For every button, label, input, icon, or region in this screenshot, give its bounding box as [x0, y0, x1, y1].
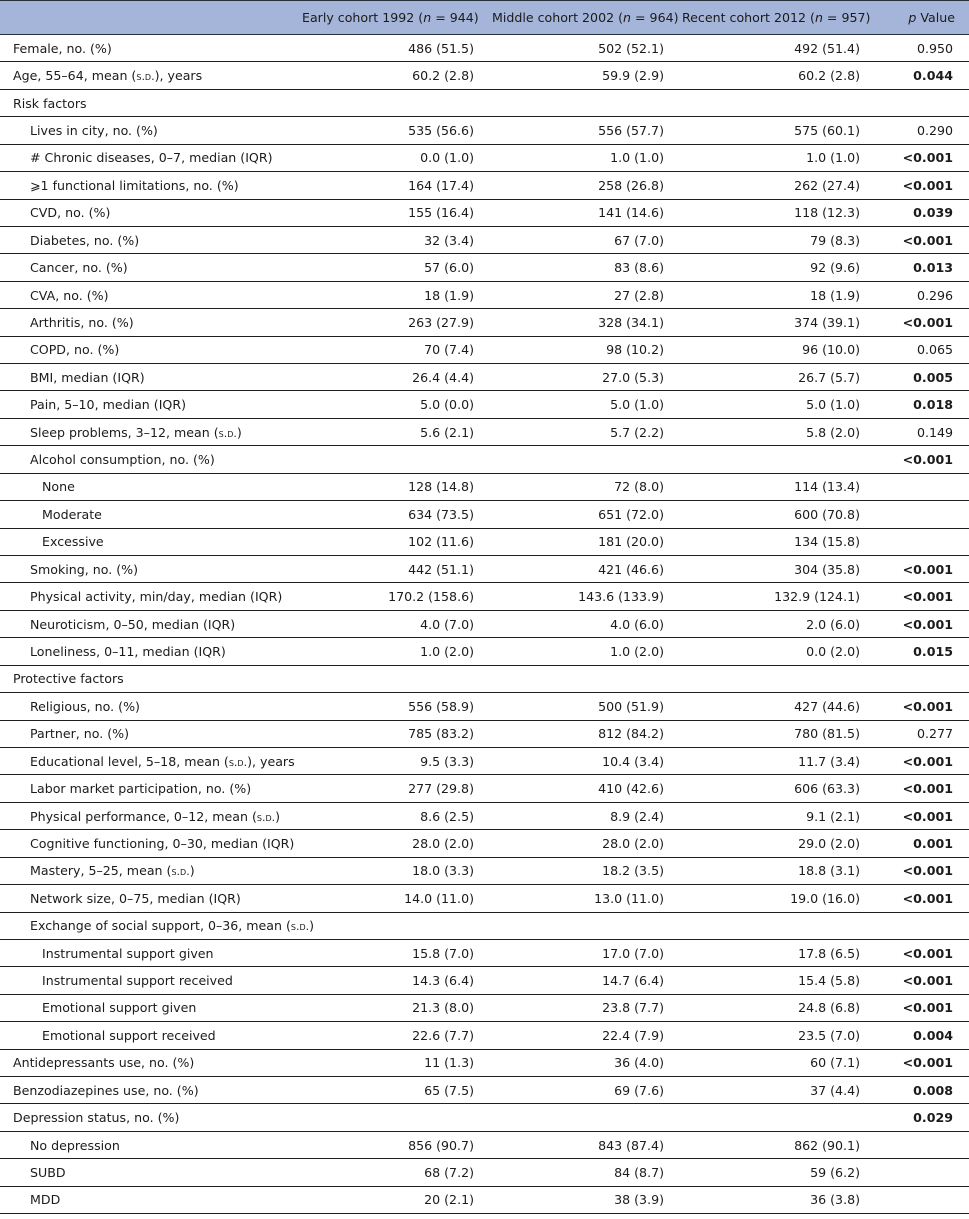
early-cohort-cell: 535 (56.6) [298, 117, 488, 144]
middle-cohort-cell: 502 (52.1) [488, 35, 678, 62]
middle-cohort-cell: 22.4 (7.9) [488, 1022, 678, 1049]
early-cohort-cell: 8.6 (2.5) [298, 802, 488, 829]
table-row [0, 939, 969, 966]
early-cohort-cell: 14.3 (6.4) [298, 967, 488, 994]
early-cohort-cell: 26.4 (4.4) [298, 364, 488, 391]
early-cohort-cell: 170.2 (158.6) [298, 583, 488, 610]
recent-cohort-cell: 37 (4.4) [678, 1077, 874, 1104]
row-label: Smoking, no. (%) [0, 556, 298, 583]
recent-cohort-cell: 427 (44.6) [678, 693, 874, 720]
early-cohort-cell: 1.0 (2.0) [298, 638, 488, 665]
header-variable [0, 1, 298, 35]
early-cohort-cell: 60.2 (2.8) [298, 62, 488, 89]
table-row [0, 172, 969, 199]
table-body [0, 35, 969, 1214]
p-value-cell: 0.004 [874, 1022, 969, 1049]
row-label: Risk factors [0, 89, 298, 116]
p-value-cell [874, 1186, 969, 1213]
table-row [0, 720, 969, 747]
table-row [0, 62, 969, 89]
p-value-cell: 0.296 [874, 281, 969, 308]
table-row [0, 446, 969, 473]
row-label: Physical activity, min/day, median (IQR) [0, 583, 298, 610]
table-row [0, 1104, 969, 1131]
table-row [0, 528, 969, 555]
row-label: SUBD [0, 1159, 298, 1186]
row-label: Network size, 0–75, median (IQR) [0, 885, 298, 912]
table-row [0, 281, 969, 308]
p-value-cell [874, 912, 969, 939]
table-row [0, 967, 969, 994]
row-label: Educational level, 5–18, mean (s.d.), years [0, 747, 298, 774]
header-p-value: p Value [874, 1, 969, 35]
row-label: Religious, no. (%) [0, 693, 298, 720]
p-value-cell: <0.001 [874, 610, 969, 637]
table-row [0, 1159, 969, 1186]
recent-cohort-cell [678, 665, 874, 692]
p-value-cell: <0.001 [874, 857, 969, 884]
early-cohort-cell: 14.0 (11.0) [298, 885, 488, 912]
p-value-cell: <0.001 [874, 556, 969, 583]
p-value-cell: 0.018 [874, 391, 969, 418]
row-label: No depression [0, 1131, 298, 1158]
middle-cohort-cell: 8.9 (2.4) [488, 802, 678, 829]
early-cohort-cell [298, 665, 488, 692]
row-label: MDD [0, 1186, 298, 1213]
early-cohort-cell: 856 (90.7) [298, 1131, 488, 1158]
recent-cohort-cell: 29.0 (2.0) [678, 830, 874, 857]
middle-cohort-cell: 1.0 (1.0) [488, 144, 678, 171]
early-cohort-cell: 18 (1.9) [298, 281, 488, 308]
p-value-cell: <0.001 [874, 885, 969, 912]
p-value-cell: <0.001 [874, 1049, 969, 1076]
recent-cohort-cell: 862 (90.1) [678, 1131, 874, 1158]
middle-cohort-cell: 141 (14.6) [488, 199, 678, 226]
early-cohort-cell: 18.0 (3.3) [298, 857, 488, 884]
early-cohort-cell: 65 (7.5) [298, 1077, 488, 1104]
table-row [0, 364, 969, 391]
recent-cohort-cell: 79 (8.3) [678, 226, 874, 253]
p-value-cell: 0.029 [874, 1104, 969, 1131]
table-row [0, 665, 969, 692]
middle-cohort-cell: 17.0 (7.0) [488, 939, 678, 966]
recent-cohort-cell: 492 (51.4) [678, 35, 874, 62]
table-row [0, 144, 969, 171]
row-label: Physical performance, 0–12, mean (s.d.) [0, 802, 298, 829]
row-label: Loneliness, 0–11, median (IQR) [0, 638, 298, 665]
middle-cohort-cell: 18.2 (3.5) [488, 857, 678, 884]
middle-cohort-cell [488, 446, 678, 473]
table-row [0, 638, 969, 665]
middle-cohort-cell: 651 (72.0) [488, 501, 678, 528]
middle-cohort-cell: 98 (10.2) [488, 336, 678, 363]
middle-cohort-cell: 181 (20.0) [488, 528, 678, 555]
recent-cohort-cell [678, 1104, 874, 1131]
p-value-cell: 0.013 [874, 254, 969, 281]
row-label: Moderate [0, 501, 298, 528]
row-label: Female, no. (%) [0, 35, 298, 62]
table-row [0, 336, 969, 363]
p-value-cell: <0.001 [874, 967, 969, 994]
table-row [0, 583, 969, 610]
recent-cohort-cell: 132.9 (124.1) [678, 583, 874, 610]
p-value-cell [874, 501, 969, 528]
early-cohort-cell [298, 446, 488, 473]
early-cohort-cell: 263 (27.9) [298, 309, 488, 336]
recent-cohort-cell: 114 (13.4) [678, 473, 874, 500]
row-label: Lives in city, no. (%) [0, 117, 298, 144]
row-label: Emotional support received [0, 1022, 298, 1049]
recent-cohort-cell: 118 (12.3) [678, 199, 874, 226]
middle-cohort-cell: 67 (7.0) [488, 226, 678, 253]
middle-cohort-cell: 10.4 (3.4) [488, 747, 678, 774]
table-row [0, 199, 969, 226]
recent-cohort-cell: 60 (7.1) [678, 1049, 874, 1076]
recent-cohort-cell [678, 446, 874, 473]
recent-cohort-cell: 575 (60.1) [678, 117, 874, 144]
recent-cohort-cell: 23.5 (7.0) [678, 1022, 874, 1049]
recent-cohort-cell: 0.0 (2.0) [678, 638, 874, 665]
p-value-cell: <0.001 [874, 939, 969, 966]
early-cohort-cell [298, 912, 488, 939]
table-header [0, 1, 969, 35]
row-label: Instrumental support received [0, 967, 298, 994]
recent-cohort-cell: 60.2 (2.8) [678, 62, 874, 89]
p-value-cell: 0.950 [874, 35, 969, 62]
recent-cohort-cell: 18 (1.9) [678, 281, 874, 308]
middle-cohort-cell: 843 (87.4) [488, 1131, 678, 1158]
recent-cohort-cell: 92 (9.6) [678, 254, 874, 281]
early-cohort-cell: 164 (17.4) [298, 172, 488, 199]
recent-cohort-cell: 96 (10.0) [678, 336, 874, 363]
early-cohort-cell [298, 89, 488, 116]
middle-cohort-cell [488, 912, 678, 939]
middle-cohort-cell: 28.0 (2.0) [488, 830, 678, 857]
middle-cohort-cell: 14.7 (6.4) [488, 967, 678, 994]
recent-cohort-cell: 9.1 (2.1) [678, 802, 874, 829]
early-cohort-cell: 11 (1.3) [298, 1049, 488, 1076]
table-row [0, 418, 969, 445]
middle-cohort-cell: 23.8 (7.7) [488, 994, 678, 1021]
recent-cohort-cell: 304 (35.8) [678, 556, 874, 583]
early-cohort-cell: 68 (7.2) [298, 1159, 488, 1186]
row-label: COPD, no. (%) [0, 336, 298, 363]
row-label: Age, 55–64, mean (s.d.), years [0, 62, 298, 89]
table-row [0, 802, 969, 829]
recent-cohort-cell: 15.4 (5.8) [678, 967, 874, 994]
table-row [0, 473, 969, 500]
recent-cohort-cell: 24.8 (6.8) [678, 994, 874, 1021]
recent-cohort-cell [678, 912, 874, 939]
table-row [0, 309, 969, 336]
recent-cohort-cell: 1.0 (1.0) [678, 144, 874, 171]
row-label: CVA, no. (%) [0, 281, 298, 308]
recent-cohort-cell: 134 (15.8) [678, 528, 874, 555]
p-value-cell: <0.001 [874, 693, 969, 720]
recent-cohort-cell: 18.8 (3.1) [678, 857, 874, 884]
early-cohort-cell: 4.0 (7.0) [298, 610, 488, 637]
row-label: Exchange of social support, 0–36, mean (s.d.) [0, 912, 298, 939]
middle-cohort-cell: 13.0 (11.0) [488, 885, 678, 912]
recent-cohort-cell: 5.0 (1.0) [678, 391, 874, 418]
early-cohort-cell: 5.6 (2.1) [298, 418, 488, 445]
p-value-cell: <0.001 [874, 226, 969, 253]
row-label: Depression status, no. (%) [0, 1104, 298, 1131]
row-label: Cancer, no. (%) [0, 254, 298, 281]
table-row [0, 857, 969, 884]
middle-cohort-cell: 4.0 (6.0) [488, 610, 678, 637]
table-row [0, 226, 969, 253]
table-row [0, 994, 969, 1021]
early-cohort-cell: 128 (14.8) [298, 473, 488, 500]
recent-cohort-cell: 17.8 (6.5) [678, 939, 874, 966]
header-row [0, 1, 969, 35]
row-label: # Chronic diseases, 0–7, median (IQR) [0, 144, 298, 171]
early-cohort-cell: 634 (73.5) [298, 501, 488, 528]
row-label: Sleep problems, 3–12, mean (s.d.) [0, 418, 298, 445]
row-label: Alcohol consumption, no. (%) [0, 446, 298, 473]
p-value-cell: <0.001 [874, 446, 969, 473]
row-label: Diabetes, no. (%) [0, 226, 298, 253]
middle-cohort-cell [488, 665, 678, 692]
table-row [0, 1049, 969, 1076]
p-value-cell: <0.001 [874, 309, 969, 336]
middle-cohort-cell: 38 (3.9) [488, 1186, 678, 1213]
middle-cohort-cell: 84 (8.7) [488, 1159, 678, 1186]
early-cohort-cell: 22.6 (7.7) [298, 1022, 488, 1049]
header-early-cohort: Early cohort 1992 (n = 944) [298, 1, 488, 35]
early-cohort-cell: 9.5 (3.3) [298, 747, 488, 774]
table-row [0, 912, 969, 939]
middle-cohort-cell: 421 (46.6) [488, 556, 678, 583]
table-row [0, 885, 969, 912]
row-label: Pain, 5–10, median (IQR) [0, 391, 298, 418]
middle-cohort-cell: 812 (84.2) [488, 720, 678, 747]
recent-cohort-cell: 600 (70.8) [678, 501, 874, 528]
p-value-cell: 0.044 [874, 62, 969, 89]
p-value-cell: 0.015 [874, 638, 969, 665]
row-label: Neuroticism, 0–50, median (IQR) [0, 610, 298, 637]
early-cohort-cell: 556 (58.9) [298, 693, 488, 720]
row-label: Partner, no. (%) [0, 720, 298, 747]
middle-cohort-cell: 69 (7.6) [488, 1077, 678, 1104]
middle-cohort-cell: 1.0 (2.0) [488, 638, 678, 665]
p-value-cell: <0.001 [874, 172, 969, 199]
table-row [0, 1131, 969, 1158]
p-value-cell: 0.001 [874, 830, 969, 857]
middle-cohort-cell: 258 (26.8) [488, 172, 678, 199]
row-label: Emotional support given [0, 994, 298, 1021]
p-value-cell [874, 89, 969, 116]
middle-cohort-cell [488, 89, 678, 116]
row-label: Benzodiazepines use, no. (%) [0, 1077, 298, 1104]
recent-cohort-cell: 2.0 (6.0) [678, 610, 874, 637]
recent-cohort-cell: 59 (6.2) [678, 1159, 874, 1186]
row-label: Arthritis, no. (%) [0, 309, 298, 336]
p-value-cell [874, 1159, 969, 1186]
middle-cohort-cell: 36 (4.0) [488, 1049, 678, 1076]
p-value-cell [874, 528, 969, 555]
p-value-cell: <0.001 [874, 583, 969, 610]
header-middle-cohort: Middle cohort 2002 (n = 964) [488, 1, 678, 35]
table-row [0, 89, 969, 116]
header-recent-cohort: Recent cohort 2012 (n = 957) [678, 1, 874, 35]
p-value-cell: 0.039 [874, 199, 969, 226]
middle-cohort-cell: 72 (8.0) [488, 473, 678, 500]
early-cohort-cell: 155 (16.4) [298, 199, 488, 226]
table-row [0, 610, 969, 637]
recent-cohort-cell [678, 89, 874, 116]
recent-cohort-cell: 5.8 (2.0) [678, 418, 874, 445]
early-cohort-cell: 70 (7.4) [298, 336, 488, 363]
early-cohort-cell: 5.0 (0.0) [298, 391, 488, 418]
recent-cohort-cell: 11.7 (3.4) [678, 747, 874, 774]
middle-cohort-cell: 410 (42.6) [488, 775, 678, 802]
early-cohort-cell: 32 (3.4) [298, 226, 488, 253]
recent-cohort-cell: 262 (27.4) [678, 172, 874, 199]
p-value-cell: <0.001 [874, 775, 969, 802]
recent-cohort-cell: 780 (81.5) [678, 720, 874, 747]
row-label: Mastery, 5–25, mean (s.d.) [0, 857, 298, 884]
recent-cohort-cell: 26.7 (5.7) [678, 364, 874, 391]
row-label: Labor market participation, no. (%) [0, 775, 298, 802]
p-value-cell [874, 665, 969, 692]
middle-cohort-cell: 143.6 (133.9) [488, 583, 678, 610]
middle-cohort-cell: 59.9 (2.9) [488, 62, 678, 89]
p-value-cell: 0.149 [874, 418, 969, 445]
table-row [0, 693, 969, 720]
early-cohort-cell: 15.8 (7.0) [298, 939, 488, 966]
middle-cohort-cell [488, 1104, 678, 1131]
middle-cohort-cell: 328 (34.1) [488, 309, 678, 336]
early-cohort-cell: 102 (11.6) [298, 528, 488, 555]
early-cohort-cell: 20 (2.1) [298, 1186, 488, 1213]
row-label: Instrumental support given [0, 939, 298, 966]
middle-cohort-cell: 556 (57.7) [488, 117, 678, 144]
p-value-cell: 0.277 [874, 720, 969, 747]
table-row [0, 556, 969, 583]
p-value-cell [874, 1131, 969, 1158]
table-row [0, 747, 969, 774]
p-value-cell: 0.005 [874, 364, 969, 391]
middle-cohort-cell: 5.7 (2.2) [488, 418, 678, 445]
table-row [0, 775, 969, 802]
table-row [0, 391, 969, 418]
middle-cohort-cell: 500 (51.9) [488, 693, 678, 720]
table-row [0, 1077, 969, 1104]
early-cohort-cell: 57 (6.0) [298, 254, 488, 281]
table-row [0, 117, 969, 144]
early-cohort-cell: 28.0 (2.0) [298, 830, 488, 857]
recent-cohort-cell: 36 (3.8) [678, 1186, 874, 1213]
early-cohort-cell: 785 (83.2) [298, 720, 488, 747]
p-value-cell: 0.290 [874, 117, 969, 144]
table-row [0, 35, 969, 62]
recent-cohort-cell: 374 (39.1) [678, 309, 874, 336]
recent-cohort-cell: 606 (63.3) [678, 775, 874, 802]
row-label: ⩾1 functional limitations, no. (%) [0, 172, 298, 199]
p-value-cell: 0.008 [874, 1077, 969, 1104]
table-row [0, 501, 969, 528]
middle-cohort-cell: 27 (2.8) [488, 281, 678, 308]
early-cohort-cell [298, 1104, 488, 1131]
row-label: Excessive [0, 528, 298, 555]
recent-cohort-cell: 19.0 (16.0) [678, 885, 874, 912]
early-cohort-cell: 0.0 (1.0) [298, 144, 488, 171]
middle-cohort-cell: 27.0 (5.3) [488, 364, 678, 391]
table-row [0, 254, 969, 281]
early-cohort-cell: 21.3 (8.0) [298, 994, 488, 1021]
row-label: Antidepressants use, no. (%) [0, 1049, 298, 1076]
early-cohort-cell: 486 (51.5) [298, 35, 488, 62]
p-value-cell: 0.065 [874, 336, 969, 363]
p-value-cell: <0.001 [874, 802, 969, 829]
table-row [0, 1022, 969, 1049]
p-value-cell: <0.001 [874, 994, 969, 1021]
middle-cohort-cell: 5.0 (1.0) [488, 391, 678, 418]
row-label: BMI, median (IQR) [0, 364, 298, 391]
p-value-cell: <0.001 [874, 747, 969, 774]
early-cohort-cell: 277 (29.8) [298, 775, 488, 802]
p-value-cell: <0.001 [874, 144, 969, 171]
p-value-cell [874, 473, 969, 500]
early-cohort-cell: 442 (51.1) [298, 556, 488, 583]
row-label: Cognitive functioning, 0–30, median (IQR) [0, 830, 298, 857]
row-label: None [0, 473, 298, 500]
row-label: CVD, no. (%) [0, 199, 298, 226]
middle-cohort-cell: 83 (8.6) [488, 254, 678, 281]
table-row [0, 830, 969, 857]
row-label: Protective factors [0, 665, 298, 692]
table-row [0, 1186, 969, 1213]
